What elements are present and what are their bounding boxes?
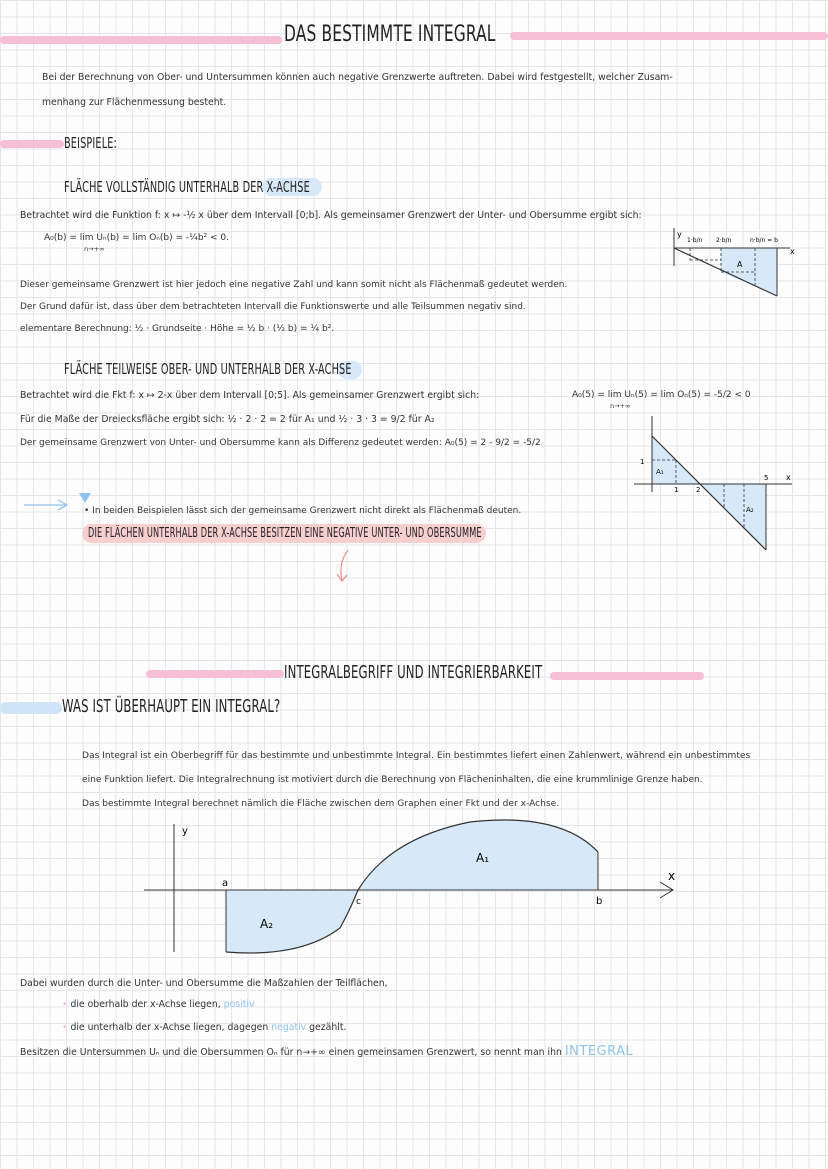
ex1-limit-sub: n→+∞ [84, 245, 105, 253]
integral-area-a2 [226, 890, 358, 953]
ex2-line2: Für die Maße der Dreiecksfläche ergibt sich: ½ · 2 · 2 = 2 für A₁ und ½ · 3 · 3 = 9/2 für A₂ [20, 414, 435, 425]
ex2-line1: Betrachtet wird die Fkt f: x ↦ 2-x über dem Intervall [0;5]. Als gemeinsamer Grenzwert ergibt sich: [20, 390, 480, 401]
ex1-text2: Der Grund dafür ist, dass über dem betrachteten Intervall die Funktionswerte und alle Teilsummen negativ sind. [20, 302, 526, 312]
bullet-2-word: negativ [271, 1022, 307, 1033]
ex2-formula: A₀(5) = lim Uₙ(5) = lim Oₙ(5) = -5/2 < 0 [572, 390, 751, 400]
ex1-text3: elementare Berechnung: ½ · Grundseite · Höhe = ½ b · (½ b) = ¼ b². [20, 324, 335, 334]
ex1-heading: FLÄCHE VOLLSTÄNDIG UNTERHALB DER X-ACHSE [64, 178, 310, 196]
ex2-a2-label: A₂ [746, 506, 754, 514]
ex2-heading: FLÄCHE TEILWEISE OBER- UND UNTERHALB DER X-ACHSE [64, 360, 352, 378]
integral-heading: INTEGRALBEGRIFF UND INTEGRIERBARKEIT [284, 662, 543, 683]
subheading-bar [0, 702, 62, 714]
title-underline-left [0, 36, 282, 44]
arrow-down-icon [334, 548, 354, 584]
integral-y-label: y [182, 826, 188, 837]
note-text: • In beiden Beispielen lässt sich der gemeinsame Grenzwert nicht direkt als Flächenmaß deuten. [84, 506, 522, 516]
integral-b-label: b [596, 896, 603, 907]
integral-bar-right [550, 672, 704, 680]
integral-graph [140, 818, 700, 958]
integral-bar-left [146, 670, 284, 678]
ex1-line1: Betrachtet wird die Funktion f: x ↦ -½ x über dem Intervall [0;b]. Als gemeinsamer Grenzwert der Unter- und Obersumme ergibt sich: [20, 210, 642, 221]
integral-a2-label: A₂ [260, 917, 274, 931]
integral-t1: Dabei wurden durch die Unter- und Obersumme die Maßzahlen der Teilflächen, [20, 978, 388, 989]
integral-t2-line [20, 1044, 633, 1059]
ex2-graph [628, 412, 798, 562]
beispiele-heading: BEISPIELE: [64, 134, 117, 152]
integral-bullet-1: • die oberhalb der x-Achse liegen, positiv [62, 999, 255, 1010]
intro-line-1: Bei der Berechnung von Ober- und Untersummen können auch negative Grenzwerte auftreten. Dabei wird festgestellt, welcher Zusam- [42, 72, 673, 83]
ex2-label-2: 2 [696, 486, 701, 494]
ex1-tick-1: 1·b/n [687, 237, 703, 244]
integral-word: INTEGRAL [564, 1044, 634, 1059]
integral-a1-label: A₁ [476, 851, 490, 865]
integral-c-label: c [356, 897, 361, 907]
note-content: In beiden Beispielen lässt sich der gemeinsame Grenzwert nicht direkt als Flächenmaß deuten. [92, 506, 522, 516]
arrow-right-icon [22, 498, 72, 512]
ex1-text1: Dieser gemeinsame Grenzwert ist hier jedoch eine negative Zahl und kann somit nicht als Flächenmaß gedeutet werden. [20, 280, 568, 290]
ex1-tick-3: n·b/n = b [750, 237, 778, 244]
integral-t2: Besitzen die Untersummen Uₙ und die Obersummen Oₙ für n→+∞ einen gemeinsamen Grenzwert, so nennt man ihn [20, 1047, 562, 1058]
ex1-x-label: x [790, 247, 795, 256]
integral-p2: eine Funktion liefert. Die Integralrechnung ist motiviert durch die Berechnung von Flächeninhalten, die eine krummlinige Grenze haben. [82, 775, 703, 785]
bullet-2-end: gezählt. [309, 1022, 347, 1033]
beispiele-bar [0, 140, 64, 148]
integral-x-label: x [668, 869, 676, 883]
ex2-limit-sub: n→+∞ [610, 402, 631, 410]
ex2-label-1y: 1 [640, 458, 645, 466]
ex1-formula: A₀(b) = lim Uₙ(b) = lim Oₙ(b) = -¼b² < 0. [44, 233, 230, 243]
integral-subheading: WAS IST ÜBERHAUPT EIN INTEGRAL? [62, 696, 281, 717]
ex2-a1-label: A₁ [656, 468, 664, 476]
highlight-text: DIE FLÄCHEN UNTERHALB DER X-ACHSE BESITZEN EINE NEGATIVE UNTER- UND OBERSUMME [88, 526, 482, 541]
ex2-label-1x: 1 [674, 486, 679, 494]
intro-line-2: menhang zur Flächenmessung besteht. [42, 97, 227, 108]
ex1-graph [640, 226, 800, 306]
ex1-tick-2: 2·b/n [716, 237, 732, 244]
bullet-1-word: positiv [223, 999, 255, 1010]
bullet-2-text: die unterhalb der x-Achse liegen, dagegen [70, 1022, 269, 1033]
triangle-marker-icon [78, 492, 92, 504]
ex2-line3: Der gemeinsame Grenzwert von Unter- und Obersumme kann als Differenz gedeutet werden: A₀(5) = 2 - 9/2 = -5/2 [20, 438, 541, 448]
ex2-x-label: x [786, 473, 791, 482]
integral-a-label: a [222, 878, 229, 889]
title-underline-right [510, 32, 828, 40]
integral-p1: Das Integral ist ein Oberbegriff für das bestimmte und unbestimmte Integral. Ein bestimmtes liefert einen Zahlenwert, während ein unbestimmtes [82, 751, 751, 761]
integral-bullet-2: • die unterhalb der x-Achse liegen, dagegen negativ gezählt. [62, 1022, 347, 1033]
ex1-area-label: A [737, 260, 743, 269]
bullet-1-text: die oberhalb der x-Achse liegen, [70, 999, 221, 1010]
ex2-label-5: 5 [764, 474, 769, 482]
page-title: DAS BESTIMMTE INTEGRAL [284, 22, 496, 47]
integral-p3: Das bestimmte Integral berechnet nämlich die Fläche zwischen dem Graphen einer Fkt und der x-Achse. [82, 799, 560, 809]
ex1-y-label: y [677, 230, 682, 239]
